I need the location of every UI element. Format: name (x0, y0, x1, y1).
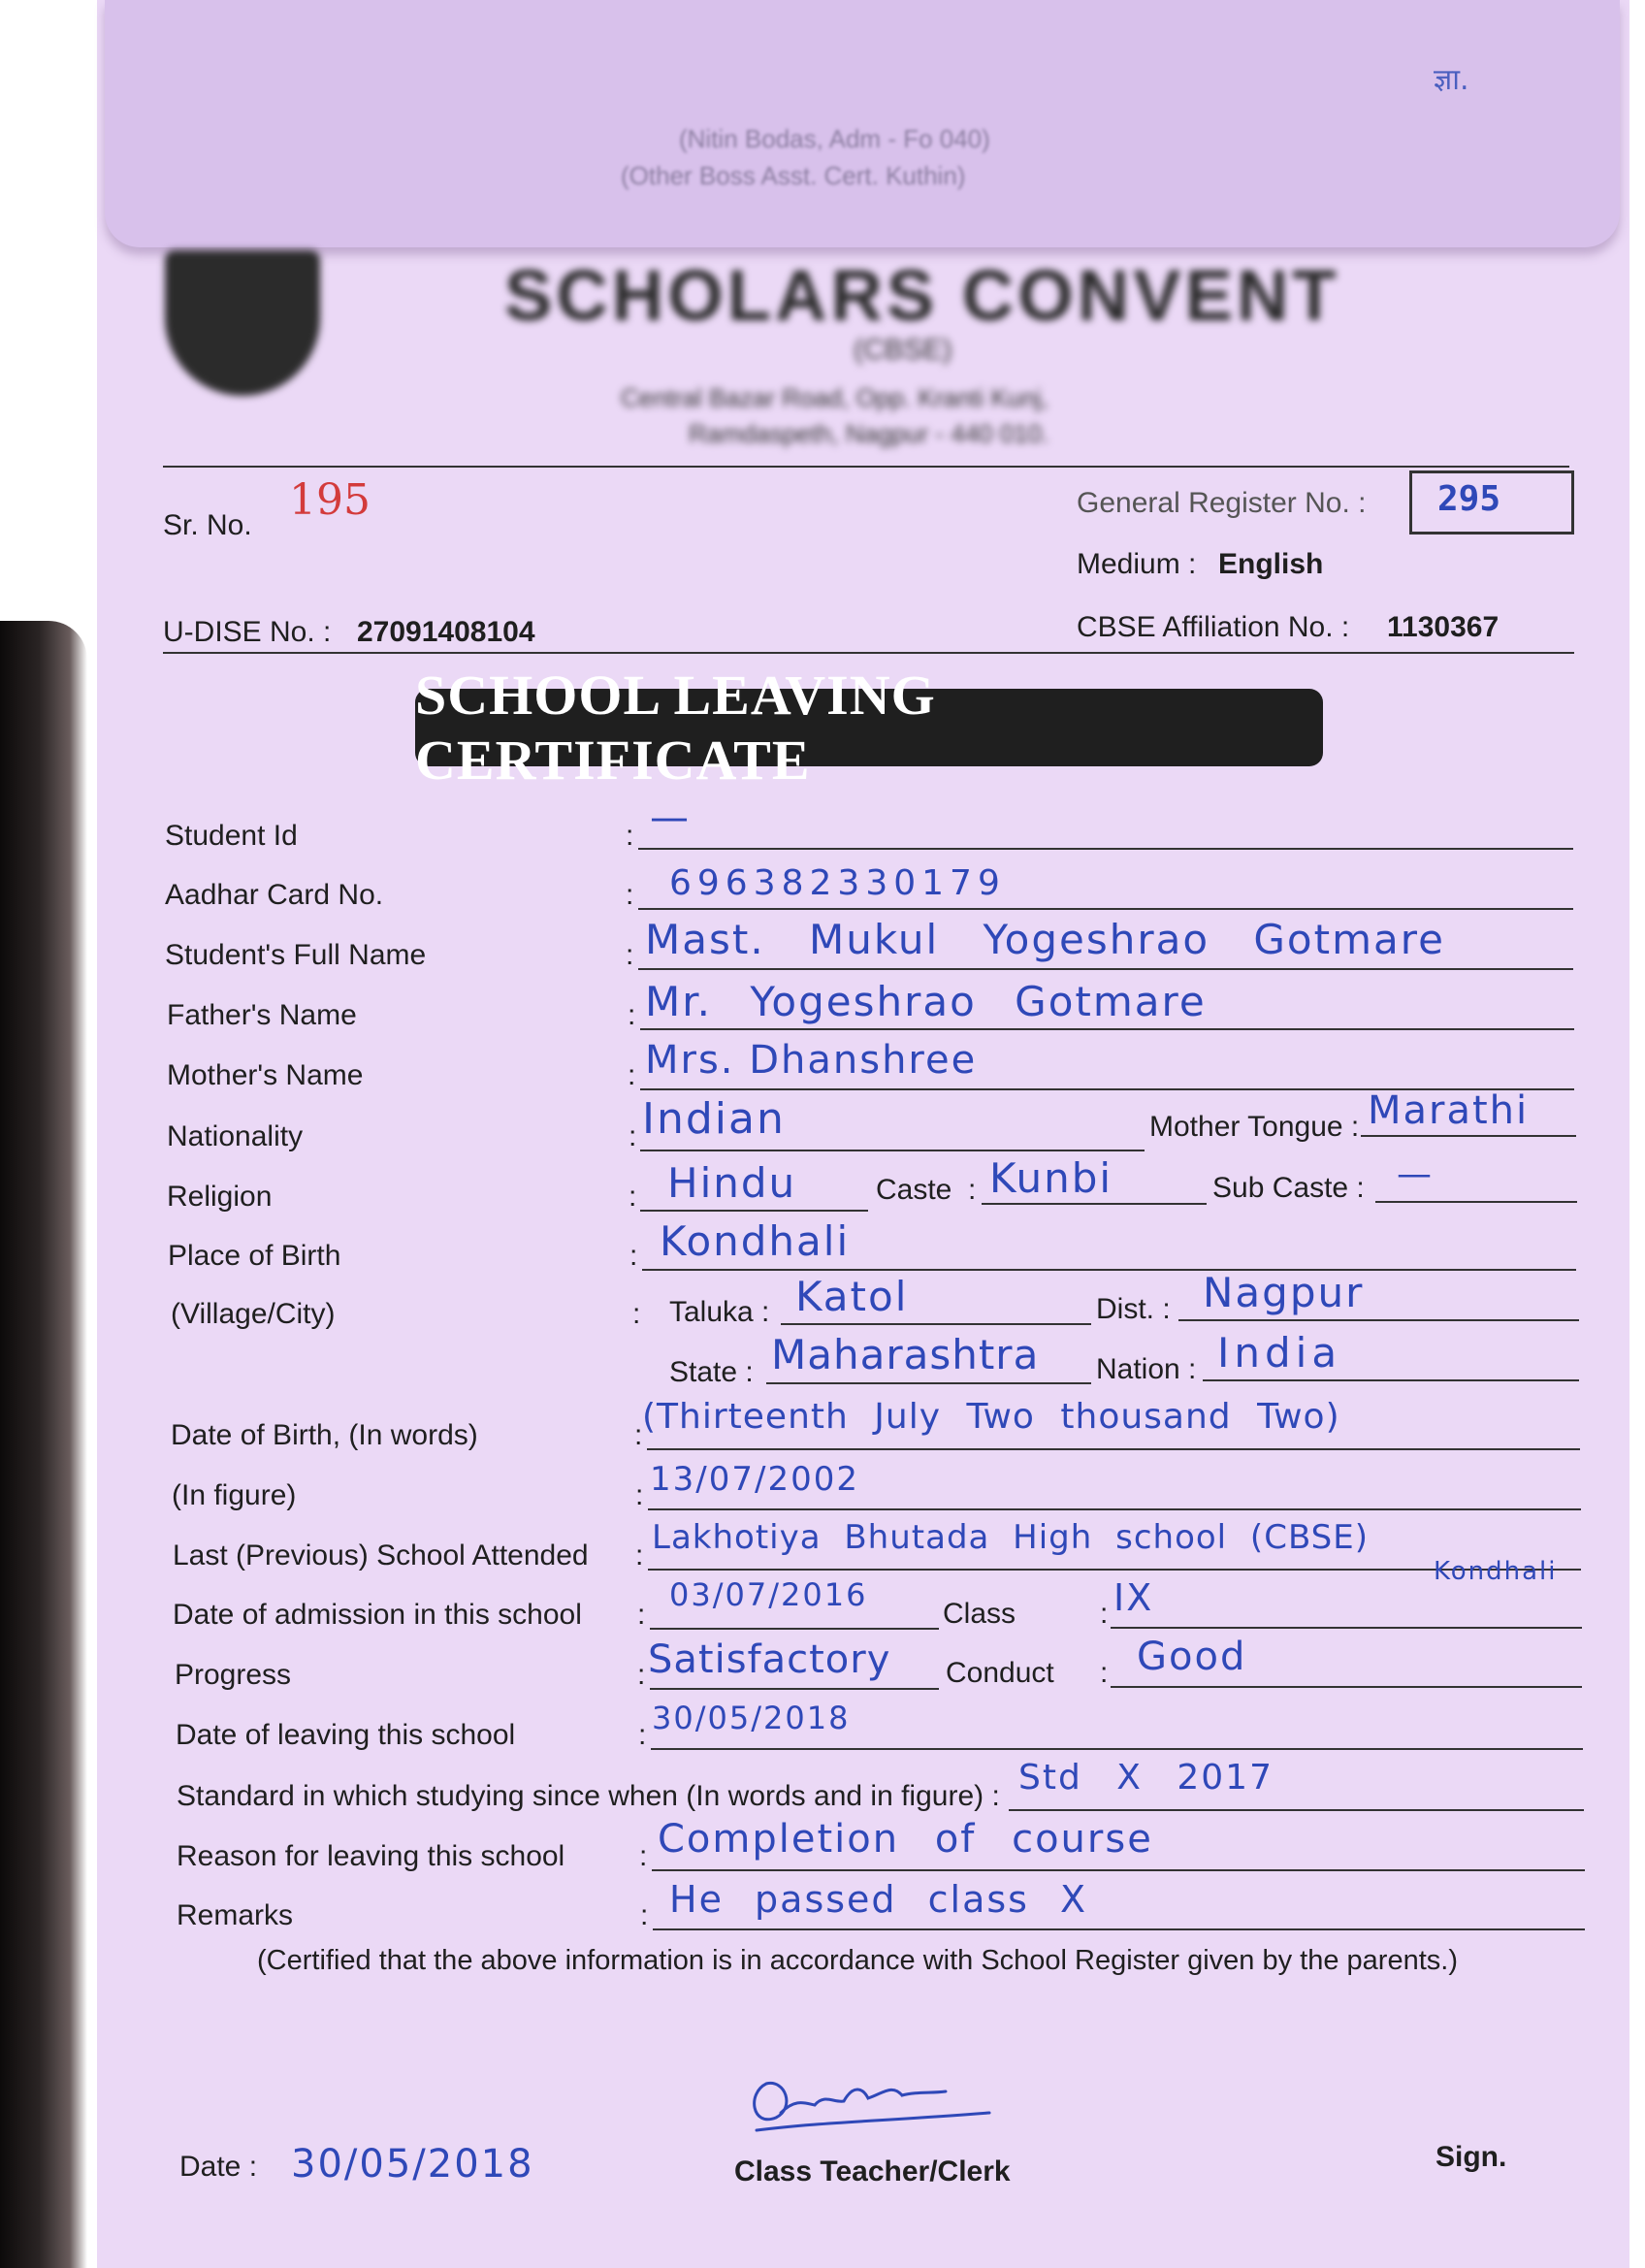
colon: : (626, 820, 634, 852)
colon: : (639, 1840, 648, 1872)
standard-value: Std X 2017 (1018, 1758, 1274, 1798)
sign-label: Sign. (1435, 2141, 1507, 2173)
dist-value: Nagpur (1203, 1269, 1365, 1316)
caste-value: Kunbi (989, 1154, 1113, 1202)
school-board: (CBSE) (854, 334, 952, 366)
aadhar-label: Aadhar Card No. (165, 879, 384, 911)
school-address-line1: Central Bazar Road, Opp. Kranti Kunj, (621, 383, 1048, 412)
religion-value: Hindu (667, 1159, 797, 1207)
colon: : (635, 1539, 644, 1571)
last-school-value-town: Kondhali (1434, 1557, 1558, 1586)
taluka-value: Katol (795, 1273, 909, 1320)
colon: : (632, 1298, 641, 1330)
place-of-birth-value: Kondhali (660, 1217, 851, 1265)
certification-note: (Certified that the above information is in accordance with School Register given by the parents.) (257, 1945, 1458, 1976)
religion-line (640, 1210, 868, 1212)
caste-line (982, 1203, 1207, 1205)
student-id-value: — (650, 795, 691, 840)
colon: : (1100, 1657, 1109, 1689)
religion-label: Religion (167, 1181, 273, 1213)
dob-words-line (647, 1448, 1580, 1450)
progress-label: Progress (175, 1659, 292, 1691)
header-divider-bottom (163, 652, 1574, 654)
udise-label: U-DISE No. : (163, 616, 332, 648)
cbse-affiliation-label: CBSE Affiliation No. : (1077, 611, 1350, 643)
colon: : (968, 1174, 977, 1206)
mother-name-label: Mother's Name (167, 1059, 364, 1091)
colon: : (628, 1059, 636, 1091)
colon: : (629, 1181, 637, 1213)
colon: : (626, 939, 634, 971)
colon: : (640, 1899, 649, 1931)
remarks-value: He passed class X (669, 1878, 1088, 1921)
place-of-birth-label: Place of Birth (168, 1240, 341, 1272)
colon: : (634, 1419, 643, 1451)
medium-value: English (1218, 548, 1324, 580)
nationality-label: Nationality (167, 1120, 304, 1152)
reason-line (652, 1869, 1585, 1871)
footer-date-value: 30/05/2018 (291, 2142, 534, 2187)
state-line (766, 1382, 1091, 1384)
udise-value: 27091408104 (357, 616, 535, 648)
flap-text-line1: (Nitin Bodas, Adm - Fo 040) (679, 124, 990, 153)
colon: : (629, 1120, 637, 1152)
conduct-line (1111, 1686, 1582, 1688)
father-name-label: Father's Name (167, 999, 357, 1031)
admission-date-line (650, 1628, 939, 1630)
sr-no-label: Sr. No. (163, 509, 252, 541)
class-value: IX (1113, 1576, 1154, 1619)
reason-label: Reason for leaving this school (177, 1840, 565, 1872)
progress-value: Satisfactory (648, 1637, 891, 1682)
leaving-date-line (651, 1748, 1583, 1750)
medium-label: Medium : (1077, 548, 1197, 580)
father-name-value: Mr. Yogeshrao Gotmare (645, 978, 1207, 1025)
class-teacher-label: Class Teacher/Clerk (734, 2155, 1011, 2187)
taluka-label: Taluka : (669, 1296, 770, 1328)
dob-figure-line (648, 1508, 1581, 1510)
conduct-label: Conduct (946, 1657, 1054, 1689)
state-value: Maharashtra (771, 1331, 1040, 1378)
school-address-line2: Ramdaspeth, Nagpur - 440 010. (689, 419, 1049, 448)
colon: : (1100, 1598, 1109, 1630)
last-school-value: Lakhotiya Bhutada High school (CBSE) (652, 1518, 1369, 1557)
student-id-line (638, 848, 1573, 850)
remarks-label: Remarks (177, 1899, 294, 1931)
dob-figure-value: 13/07/2002 (650, 1460, 859, 1499)
admission-date-label: Date of admission in this school (173, 1599, 582, 1631)
mother-name-value: Mrs. Dhanshree (645, 1038, 978, 1083)
dob-figure-label: (In figure) (172, 1479, 297, 1511)
full-name-value: Mast. Mukul Yogeshrao Gotmare (645, 916, 1445, 963)
state-label: State : (669, 1356, 754, 1388)
father-name-line (640, 1028, 1574, 1030)
dob-words-label: Date of Birth, (In words) (171, 1419, 478, 1451)
teacher-signature (727, 2045, 1018, 2152)
colon: : (626, 879, 634, 911)
aadhar-value: 696382330179 (669, 863, 1006, 903)
mother-tongue-value: Marathi (1368, 1088, 1530, 1133)
taluka-line (781, 1323, 1091, 1325)
caste-label: Caste (876, 1174, 952, 1206)
mother-tongue-label: Mother Tongue : (1149, 1111, 1360, 1143)
general-register-label: General Register No. : (1077, 487, 1367, 519)
sr-no-value: 195 (289, 475, 371, 525)
class-label: Class (943, 1598, 1016, 1630)
standard-label: Standard in which studying since when (In words and in figure) : (177, 1780, 1000, 1812)
nation-value: India (1217, 1329, 1342, 1377)
colon: : (635, 1479, 644, 1511)
leaving-date-value: 30/05/2018 (652, 1700, 851, 1736)
progress-line (650, 1688, 939, 1690)
sub-caste-line (1375, 1201, 1577, 1203)
reason-value: Completion of course (658, 1817, 1153, 1862)
cbse-affiliation-value: 1130367 (1387, 611, 1500, 643)
place-of-birth-line (642, 1269, 1576, 1271)
leaving-date-label: Date of leaving this school (176, 1719, 516, 1751)
aadhar-line (638, 908, 1573, 910)
colon: : (629, 1240, 638, 1272)
conduct-value: Good (1137, 1635, 1247, 1679)
colon: : (628, 999, 636, 1031)
sub-caste-label: Sub Caste : (1212, 1172, 1365, 1204)
sub-caste-value: — (1397, 1154, 1434, 1194)
dist-label: Dist. : (1096, 1293, 1171, 1325)
student-id-label: Student Id (165, 820, 298, 852)
colon: : (637, 1659, 646, 1691)
standard-line (1009, 1809, 1584, 1811)
dist-line (1178, 1319, 1579, 1321)
full-name-label: Student's Full Name (165, 939, 427, 971)
last-school-label: Last (Previous) School Attended (173, 1539, 589, 1571)
nationality-line (640, 1150, 1145, 1151)
remarks-line (653, 1928, 1585, 1930)
colon: : (638, 1719, 647, 1751)
nationality-value: Indian (642, 1094, 786, 1144)
village-city-label: (Village/City) (171, 1298, 336, 1330)
certificate-title: SCHOOL LEAVING CERTIFICATE (415, 689, 1323, 766)
admission-date-value: 03/07/2016 (669, 1576, 868, 1613)
flap-text-line2: (Other Boss Asst. Cert. Kuthin) (621, 161, 966, 190)
nation-label: Nation : (1096, 1353, 1197, 1385)
general-register-value: 295 (1437, 479, 1501, 519)
school-name: SCHOLARS CONVENT (504, 255, 1340, 336)
footer-date-label: Date : (179, 2151, 258, 2183)
scan-shadow (0, 621, 87, 2268)
dob-words-value: (Thirteenth July Two thousand Two) (642, 1397, 1340, 1437)
header-divider-top (163, 466, 1569, 468)
colon: : (637, 1599, 646, 1631)
nation-line (1203, 1379, 1579, 1381)
class-line (1111, 1627, 1582, 1629)
flap-handwritten-mark: ज्ञा. (1434, 63, 1469, 97)
full-name-line (638, 968, 1573, 970)
mother-tongue-line (1361, 1135, 1576, 1137)
